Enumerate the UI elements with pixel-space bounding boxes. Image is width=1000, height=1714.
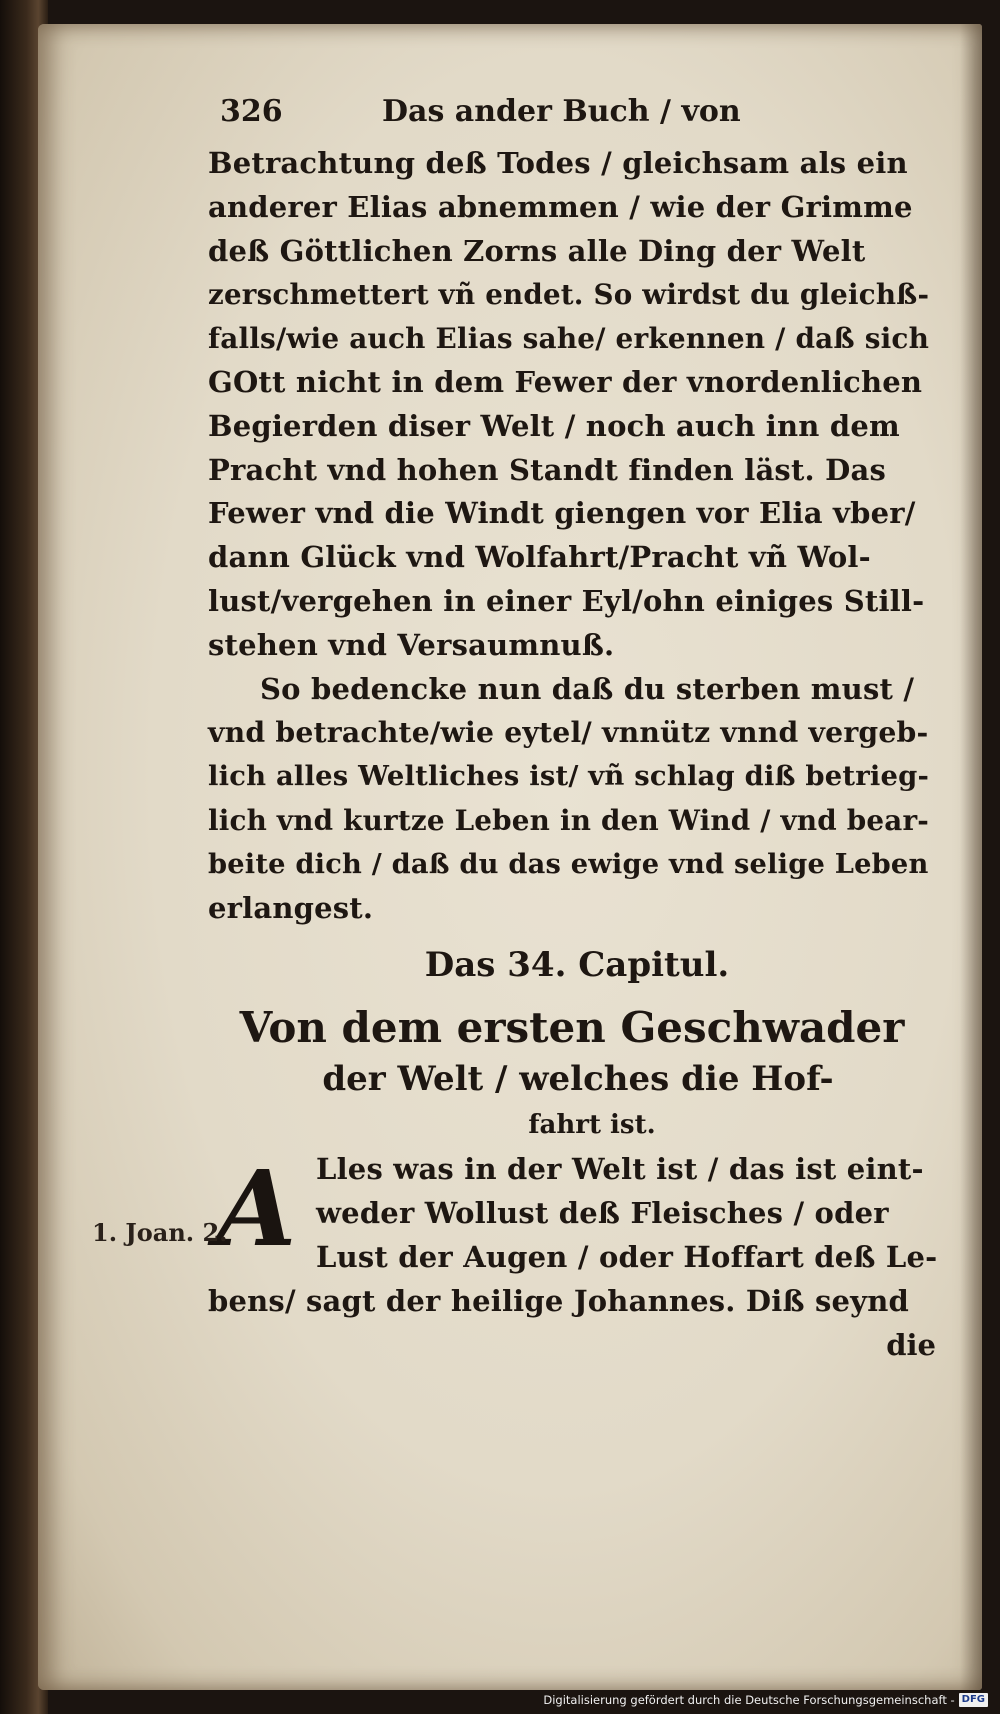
text-line: Lust der Augen / oder Hoffart deß Le- (316, 1239, 938, 1274)
decorated-initial: A (215, 1147, 297, 1271)
text-line: falls/wie auch Elias sahe/ erkennen / daß sich (208, 322, 930, 356)
drop-cap-lines (316, 1148, 936, 1279)
chapter-title-line-2: der Welt / welches die Hof- (322, 1059, 834, 1100)
text-line: Pracht vnd hohen Standt finden läst. Das (208, 452, 887, 487)
text-line: beite dich / daß du das ewige vnd selige Leben (208, 847, 929, 880)
text-line: vnd betrachte/wie eytel/ vnnütz vnnd vergeb- (208, 715, 929, 750)
chapter-number: Das 34. Capitul. (424, 945, 730, 986)
page-number: 326 (220, 94, 283, 129)
text-line: weder Wollust deß Fleisches / oder (316, 1196, 889, 1231)
running-head (208, 94, 936, 142)
text-line: zerschmettert vñ endet. So wirdst du gleichß- (208, 278, 930, 312)
spine-shadow (960, 24, 982, 1690)
text-line: deß Göttlichen Zorns alle Ding der Welt (208, 233, 866, 268)
text-line: lich vnd kurtze Leben in den Wind / vnd bear- (208, 803, 930, 837)
text-line: bens/ sagt der heilige Johannes. Diß seynd (208, 1284, 909, 1319)
credit-text: Digitalisierung gefördert durch die Deutsche Forschungsgemeinschaft - (543, 1693, 955, 1707)
text-line: anderer Elias abnemmen / wie der Grimme (208, 189, 913, 224)
catchword: die (886, 1328, 936, 1363)
text-line: lich alles Weltliches ist/ vñ schlag diß betrieg- (208, 760, 930, 793)
text-line: Betrachtung deß Todes / gleichsam als ein (208, 146, 908, 180)
text-line: Lles was in der Welt ist / das ist eint- (316, 1152, 924, 1187)
marginal-note: 1. Joan. 2. (92, 1218, 228, 1247)
text-line: dann Glück vnd Wolfahrt/Pracht vñ Wol- (208, 540, 871, 575)
digitization-credit (543, 1690, 988, 1710)
paragraph-2 (208, 668, 936, 931)
running-head-title: Das ander Buch / von (382, 94, 741, 129)
text-line: Fewer vnd die Windt giengen vor Elia vber/ (208, 496, 916, 531)
text-line: GOtt nicht in dem Fewer der vnordenlichen (208, 364, 923, 399)
chapter-title-line-3: fahrt ist. (528, 1110, 656, 1141)
chapter-title-line-1: Von dem ersten Geschwader (239, 1003, 905, 1053)
text-line: lust/vergehen in einer Eyl/ohn einiges Still- (208, 583, 925, 618)
text-block (208, 94, 936, 1368)
paragraph-1 (208, 142, 936, 668)
text-line: erlangest. (208, 890, 374, 925)
drop-cap-paragraph (208, 1148, 936, 1280)
text-line: So bedencke nun daß du sterben must / (260, 671, 915, 706)
text-line: stehen vnd Versaumnuß. (208, 627, 615, 662)
dfg-logo: DFG (959, 1693, 988, 1707)
text-line: Begierden diser Welt / noch auch inn dem (208, 408, 900, 443)
